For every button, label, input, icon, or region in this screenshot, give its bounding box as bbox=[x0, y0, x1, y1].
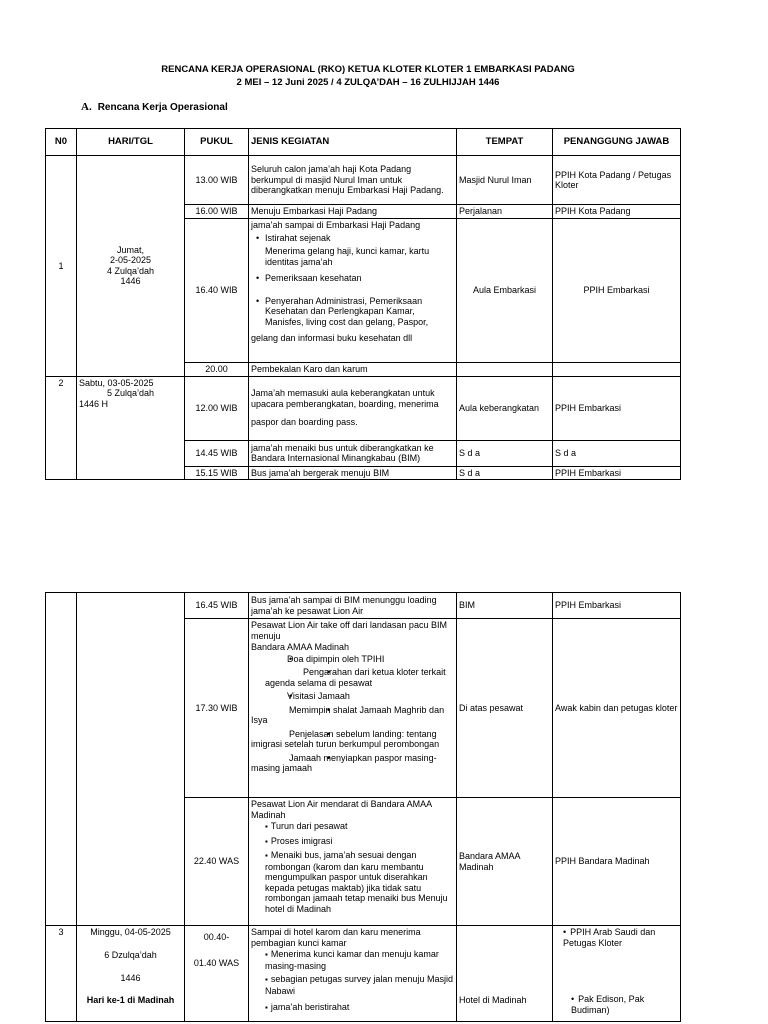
table-row bbox=[46, 376, 681, 440]
pic-cell bbox=[553, 363, 681, 377]
time-line: 01.40 WAS bbox=[193, 957, 240, 968]
date-cell bbox=[77, 156, 185, 377]
activity-cell: Pembekalan Karo dan karum bbox=[249, 363, 457, 377]
activity-cell bbox=[249, 376, 457, 440]
date-line: 1446 H bbox=[79, 398, 109, 409]
date-cell bbox=[77, 926, 185, 1022]
activity-cell: Bus jama’ah sampai di BIM menunggu loading jama’ah ke pesawat Lion Air bbox=[249, 593, 457, 619]
bullet-item: • Doa dipimpin oleh TPIHI bbox=[251, 654, 454, 665]
place-cell: Aula Embarkasi bbox=[457, 219, 553, 363]
section-heading bbox=[81, 101, 228, 113]
activity-text: Bandara AMAA Madinah bbox=[251, 642, 350, 652]
col-header-date: HARI/TGL bbox=[77, 129, 185, 156]
bullet-item: ▪ Menaiki bus, jama’ah sesuai dengan rombongan (karom dan karu membantu mengumpulkan paspor untuk diserahkan kepada petugas maktab) jika tidak satu rombongan jamaah tetap menaiki bus Menuju hotel di Madinah bbox=[265, 850, 454, 914]
activity-text: Pesawat Lion Air mendarat di Bandara AMAA Madinah bbox=[251, 799, 432, 820]
bullet-item: • Memimpin shalat Jamaah Maghrib dan Isya bbox=[251, 705, 454, 726]
bullet-item: ▪ sebagian petugas survey jalan menuju Masjid Nabawi bbox=[265, 974, 454, 996]
activity-bullets bbox=[251, 821, 454, 914]
date-line: 4 Zulqa’dah bbox=[106, 265, 155, 276]
place-cell: Hotel di Madinah bbox=[457, 926, 553, 1022]
activity-cell bbox=[249, 219, 457, 363]
activity-cell bbox=[249, 798, 457, 926]
activity-text: Jama’ah memasuki aula keberangkatan untuk upacara pemberangkatan, boarding, menerima bbox=[251, 388, 439, 409]
activity-text: gelang dan informasi buku kesehatan dll bbox=[251, 333, 413, 343]
row-number: 2 bbox=[46, 376, 77, 480]
col-header-time: PUKUL bbox=[185, 129, 249, 156]
bullet-item: • Pengarahan dari ketua kloter terkait agenda selama di pesawat bbox=[251, 667, 454, 688]
bullet-item: ▪ jama’ah beristirahat bbox=[265, 1002, 454, 1014]
date-cell bbox=[77, 593, 185, 926]
bullet-item: • Jamaah menyiapkan paspor masing-masing jamaah bbox=[251, 753, 454, 774]
time-cell: 15.15 WIB bbox=[185, 466, 249, 480]
bullet-item: • Penjelasan sebelum landing: tentang imigrasi setelah turun berkumpul perombongan bbox=[251, 729, 454, 750]
date-line: 1446 bbox=[120, 973, 141, 983]
date-line: 5 Zulqa’dah bbox=[106, 388, 155, 398]
bullet-item: ▪ Proses imigrasi bbox=[265, 836, 454, 848]
activity-cell: Menuju Embarkasi Haji Padang bbox=[249, 205, 457, 219]
table-row bbox=[46, 156, 681, 205]
bullet-item: • Visitasi Jamaah bbox=[251, 691, 454, 702]
time-line: 00.40- bbox=[203, 932, 230, 942]
activity-text: jama’ah sampai di Embarkasi Haji Padang bbox=[251, 220, 421, 230]
row-number bbox=[46, 593, 77, 926]
pic-cell: PPIH Bandara Madinah bbox=[553, 798, 681, 926]
place-cell: Masjid Nurul Iman bbox=[457, 156, 553, 205]
date-line: Jumat, bbox=[116, 244, 144, 255]
place-cell: BIM bbox=[457, 593, 553, 619]
pic-cell: PPIH Embarkasi bbox=[553, 593, 681, 619]
bullet-item: • Penyerahan Administrasi, Pemeriksaan Kesehatan dan Perlengkapan Kamar, Manisfes, living cost dan gelang, Paspor, bbox=[265, 296, 454, 328]
date-line: 2-05-2025 bbox=[109, 255, 152, 266]
date-line: 6 Dzulqa’dah bbox=[104, 949, 157, 960]
time-cell: 16.40 WIB bbox=[185, 219, 249, 363]
activity-bullets bbox=[251, 233, 454, 328]
place-cell: Bandara AMAA Madinah bbox=[457, 798, 553, 926]
document-title: RENCANA KERJA OPERASIONAL (RKO) KETUA KLOTER KLOTER 1 EMBARKASI PADANG bbox=[161, 64, 575, 75]
activity-bullets bbox=[251, 949, 454, 1014]
place-cell: S d a bbox=[457, 466, 553, 480]
table-header-row bbox=[46, 129, 681, 156]
pic-line: • Pak Edison, Pak Budiman) bbox=[555, 994, 678, 1015]
activity-cell bbox=[249, 619, 457, 798]
place-cell: S d a bbox=[457, 440, 553, 466]
bullet-item: • Istirahat sejenak bbox=[265, 233, 454, 244]
table-row bbox=[46, 926, 681, 1022]
activity-cell: Bus jama’ah bergerak menuju BIM bbox=[249, 466, 457, 480]
schedule-table-page1 bbox=[45, 128, 681, 480]
date-line: Minggu, 04-05-2025 bbox=[90, 927, 171, 937]
date-line: 1446 bbox=[120, 276, 141, 287]
time-cell: 22.40 WAS bbox=[185, 798, 249, 926]
activity-bullets bbox=[251, 654, 454, 774]
place-cell: Aula keberangkatan bbox=[457, 376, 553, 440]
date-cell bbox=[77, 376, 185, 480]
bullet-item: ▪ Menerima kunci kamar dan menuju kamar masing-masing bbox=[265, 949, 454, 971]
time-cell: 14.45 WIB bbox=[185, 440, 249, 466]
activity-text: paspor dan boarding pass. bbox=[251, 417, 358, 428]
time-cell: 12.00 WIB bbox=[185, 376, 249, 440]
pic-cell: PPIH Embarkasi bbox=[553, 219, 681, 363]
row-number: 1 bbox=[46, 156, 77, 377]
pic-cell: Awak kabin dan petugas kloter bbox=[553, 619, 681, 798]
pic-cell: PPIH Kota Padang / Petugas Kloter bbox=[553, 156, 681, 205]
date-line: Hari ke-1 di Madinah bbox=[86, 994, 175, 1005]
col-header-activity: JENIS KEGIATAN bbox=[249, 129, 457, 156]
activity-text: Pesawat Lion Air take off dari landasan pacu BIM menuju bbox=[251, 620, 447, 641]
section-letter: A. bbox=[81, 101, 92, 113]
time-cell: 16.00 WIB bbox=[185, 205, 249, 219]
place-cell: Di atas pesawat bbox=[457, 619, 553, 798]
schedule-table-page2 bbox=[45, 592, 681, 1022]
date-line: Sabtu, 03-05-2025 bbox=[79, 377, 154, 388]
activity-cell: jama’ah menaiki bus untuk diberangkatkan ke Bandara Internasional Minangkabau (BIM) bbox=[249, 440, 457, 466]
section-title: Rencana Kerja Operasional bbox=[97, 102, 228, 113]
time-cell bbox=[185, 926, 249, 1022]
time-cell: 17.30 WIB bbox=[185, 619, 249, 798]
row-number: 3 bbox=[46, 926, 77, 1022]
activity-cell: Seluruh calon jama’ah haji Kota Padang berkumpul di masjid Nurul Iman untuk diberangkatkan menuju Embarkasi Haji Padang. bbox=[249, 156, 457, 205]
bullet-item: • Pemeriksaan kesehatan bbox=[265, 273, 454, 284]
time-cell: 13.00 WIB bbox=[185, 156, 249, 205]
activity-text: Sampai di hotel karom dan karu menerima pembagian kunci kamar bbox=[251, 927, 421, 948]
activity-cell bbox=[249, 926, 457, 1022]
pic-line: • PPIH Arab Saudi dan Petugas Kloter bbox=[555, 927, 678, 948]
col-header-no: N0 bbox=[46, 129, 77, 156]
document-subtitle: 2 MEI – 12 Juni 2025 / 4 ZULQA’DAH – 16 ZULHIJJAH 1446 bbox=[236, 77, 500, 88]
pic-cell: PPIH Kota Padang bbox=[553, 205, 681, 219]
bullet-item: • Menerima gelang haji, kunci kamar, kartu identitas jama’ah bbox=[251, 246, 454, 267]
time-cell: 16.45 WIB bbox=[185, 593, 249, 619]
col-header-place: TEMPAT bbox=[457, 129, 553, 156]
place-cell bbox=[457, 363, 553, 377]
place-cell: Perjalanan bbox=[457, 205, 553, 219]
bullet-item: ▪ Turun dari pesawat bbox=[265, 821, 454, 833]
time-cell: 20.00 bbox=[185, 363, 249, 377]
pic-cell: PPIH Embarkasi bbox=[553, 466, 681, 480]
table-row bbox=[46, 593, 681, 619]
pic-cell: PPIH Embarkasi bbox=[553, 376, 681, 440]
pic-cell: S d a bbox=[553, 440, 681, 466]
pic-cell bbox=[553, 926, 681, 1022]
col-header-pic: PENANGGUNG JAWAB bbox=[553, 129, 681, 156]
